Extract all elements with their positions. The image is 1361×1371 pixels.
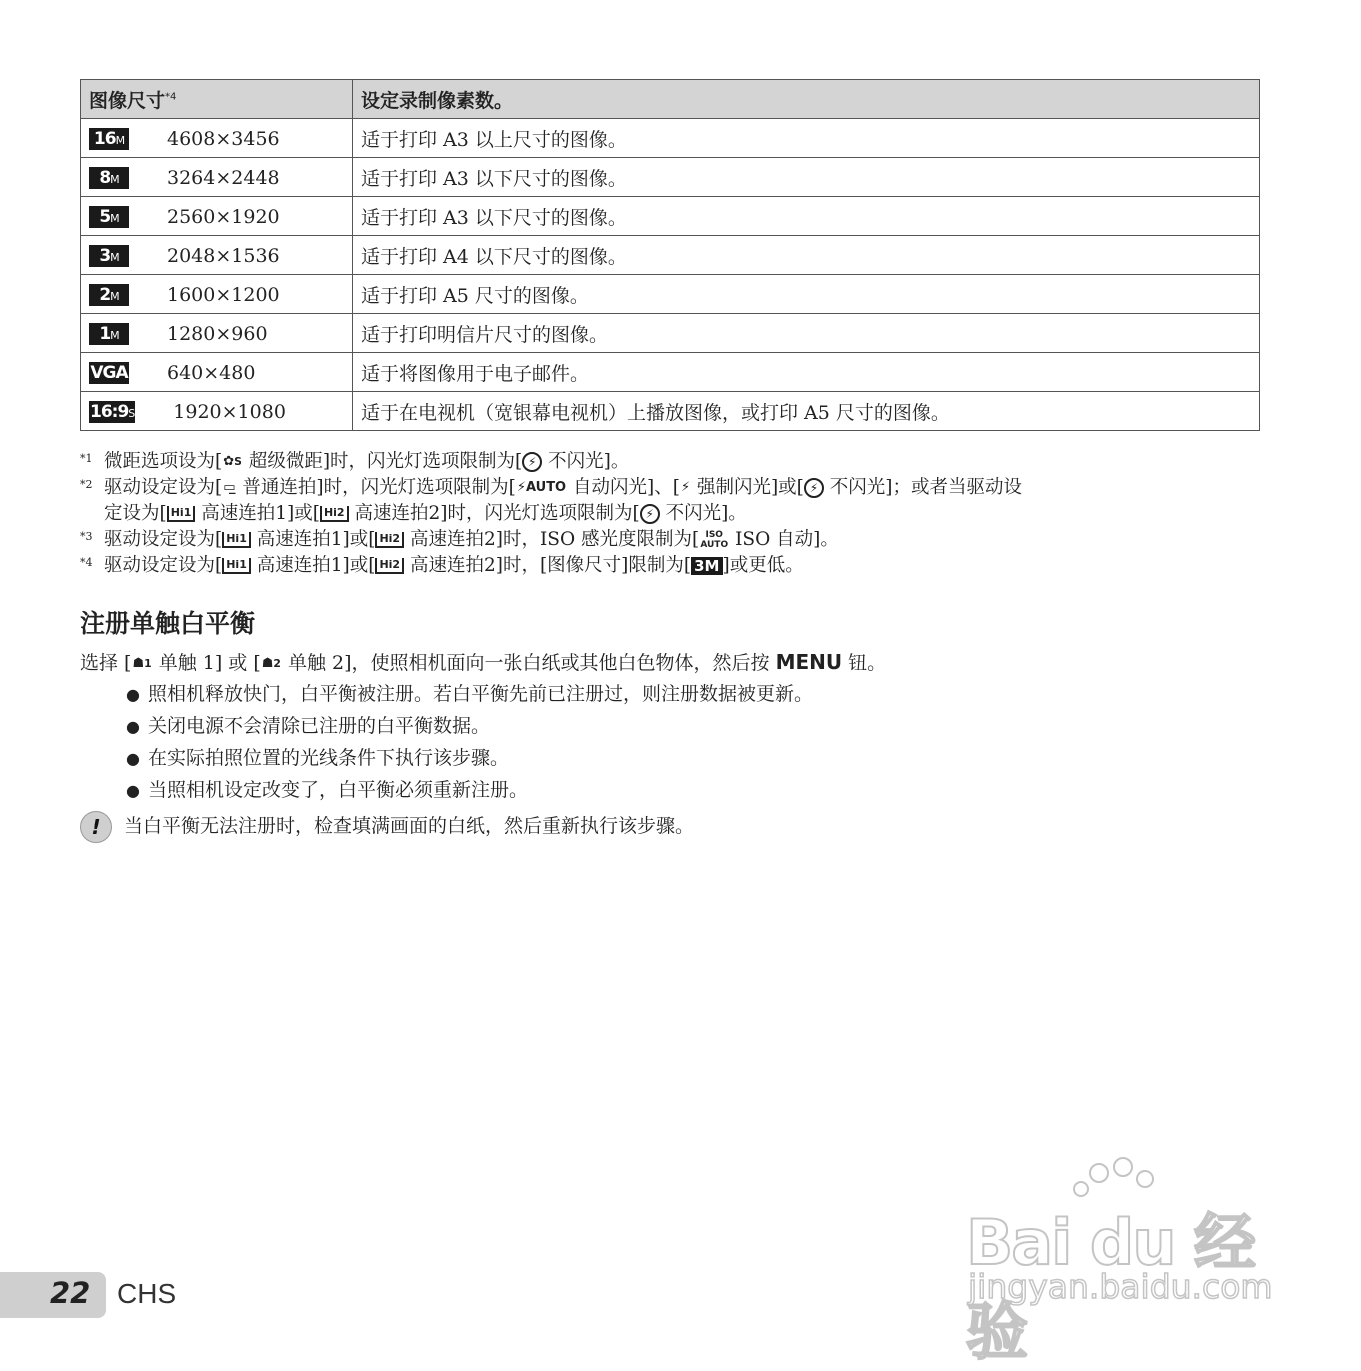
image-size-icon (89, 245, 129, 267)
flash-off-icon: ⚡ (522, 452, 542, 472)
one-touch-wb-icon: ☗2 (261, 656, 281, 671)
size-cell (81, 353, 353, 392)
table-row (81, 275, 1260, 314)
footnote-text: 高速连拍1]或[ (250, 555, 376, 576)
image-size-icon-main: 3 (99, 245, 111, 266)
caution-text: 当白平衡无法注册时，检查填满画面的白纸，然后重新执行该步骤。 (124, 815, 695, 837)
list-item (126, 776, 813, 808)
image-size-table (80, 79, 1260, 431)
intro-text: 选择 [ (80, 652, 132, 674)
image-size-icon (89, 401, 135, 423)
table-row (81, 119, 1260, 158)
caution-icon: ! (80, 811, 112, 843)
header-note-mark: *4 (165, 91, 177, 103)
image-size-icon (89, 206, 129, 228)
super-macro-icon: ✿S (223, 454, 242, 469)
high-speed-1-icon: Hi1 (222, 558, 251, 574)
size-cell (81, 236, 353, 275)
table-row (81, 236, 1260, 275)
super-macro-icon-label: S (234, 455, 242, 468)
table-row (81, 353, 1260, 392)
footnote-text: 超级微距]时，闪光灯选项限制为[ (242, 451, 523, 472)
footnote-text: 自动闪光]、[ (567, 477, 680, 498)
description-cell: 适于打印 A5 尺寸的图像。 (353, 275, 1260, 314)
list-item-text: 关闭电源不会清除已注册的白平衡数据。 (148, 715, 491, 737)
image-size-icon-main: 16:9 (90, 401, 129, 422)
high-speed-1-icon: Hi1 (167, 506, 196, 522)
high-speed-2-icon: Hi2 (375, 558, 404, 574)
table-row (81, 158, 1260, 197)
image-size-icon-main: VGA (90, 362, 128, 383)
bullet-dot-icon: ● (126, 717, 140, 736)
footnote-text: 驱动设定设为[ (104, 529, 223, 550)
footnotes (80, 449, 1280, 579)
footnote-text: 高速连拍2]时，[图像尺寸]限制为[ (404, 555, 692, 576)
bullet-dot-icon: ● (126, 781, 140, 800)
section-intro (80, 648, 1280, 677)
description-cell: 适于在电视机（宽银幕电视机）上播放图像，或打印 A5 尺寸的图像。 (353, 392, 1260, 431)
footnote-text: 强制闪光]或[ (691, 477, 804, 498)
footnote-1 (80, 449, 1280, 475)
resolution: 1920×1080 (173, 400, 286, 423)
table-header-row (81, 80, 1260, 119)
description-cell: 适于打印 A3 以下尺寸的图像。 (353, 197, 1260, 236)
intro-text: 单触 2]，使照相机面向一张白纸或其他白色物体，然后按 (281, 652, 776, 674)
size-cell (81, 275, 353, 314)
bullet-dot-icon: ● (126, 685, 140, 704)
image-size-icon (89, 167, 129, 189)
flash-fill-icon: ⚡ (680, 480, 691, 495)
high-speed-2-icon: Hi2 (320, 506, 349, 522)
image-size-icon-main: 5 (99, 206, 111, 227)
watermark-url: jingyan.baidu.com (968, 1267, 1273, 1306)
iso-auto-icon: ISO AUTO (700, 530, 729, 550)
one-touch-wb-icon-number: 2 (273, 657, 281, 670)
footnote-mark: *4 (80, 556, 93, 569)
image-size-icon-suffix: S (128, 406, 135, 420)
language-label: CHS (117, 1278, 177, 1309)
header-image-size (81, 80, 353, 119)
flash-off-icon: ⚡ (640, 504, 660, 524)
footnote-text: 高速连拍1]或[ (250, 529, 376, 550)
intro-text: 单触 1] 或 [ (152, 652, 261, 674)
footnote-text: 驱动设定设为[ (104, 477, 223, 498)
resolution: 4608×3456 (167, 127, 280, 150)
size-cell (81, 197, 353, 236)
image-size-icon (89, 323, 129, 345)
table-row (81, 392, 1260, 431)
footnote-text: 高速连拍1]或[ (195, 503, 320, 524)
size-cell (81, 314, 353, 353)
one-touch-wb-icon-number: 1 (144, 657, 152, 670)
bullet-dot-icon: ● (126, 749, 140, 768)
header-image-size-label: 图像尺寸 (89, 89, 166, 112)
list-item (126, 744, 813, 776)
menu-button-label: MENU (775, 650, 843, 674)
footnote-text: 不闪光]。 (659, 503, 747, 524)
table-row (81, 197, 1260, 236)
footnote-text: 不闪光]；或者当驱动设 (823, 477, 1023, 498)
footnote-3 (80, 527, 1280, 553)
image-size-icon-main: 2 (99, 284, 111, 305)
image-size-icon-suffix: M (115, 133, 125, 147)
resolution: 2048×1536 (167, 244, 280, 267)
size-3m-icon: 3M (691, 557, 722, 575)
watermark-brand: Bai du 经验 (966, 1206, 1255, 1368)
footnote-text: 普通连拍]时，闪光灯选项限制为[ (236, 477, 516, 498)
section-title: 注册单触白平衡 (80, 609, 256, 638)
resolution: 3264×2448 (167, 166, 280, 189)
description-cell: 适于打印 A3 以上尺寸的图像。 (353, 119, 1260, 158)
table-row (81, 314, 1260, 353)
list-item (126, 712, 813, 744)
footnote-text: ]或更低。 (722, 555, 804, 576)
header-description: 设定录制像素数。 (353, 80, 1260, 119)
bullet-list (126, 680, 813, 808)
image-size-icon (89, 362, 129, 384)
description-cell: 适于打印 A3 以下尺寸的图像。 (353, 158, 1260, 197)
description-cell: 适于打印 A4 以下尺寸的图像。 (353, 236, 1260, 275)
resolution: 1280×960 (167, 322, 268, 345)
resolution: 1600×1200 (167, 283, 280, 306)
size-cell (81, 392, 353, 431)
image-size-icon-main: 16 (93, 128, 116, 149)
image-size-icon-suffix: M (110, 289, 119, 303)
resolution: 640×480 (167, 361, 256, 384)
image-size-icon-main: 1 (99, 323, 111, 344)
image-size-icon (89, 128, 129, 150)
flash-auto-icon: ⚡AUTO (516, 480, 567, 495)
footnote-mark: *3 (80, 530, 93, 543)
footnote-2 (80, 475, 1280, 527)
sequential-shooting-icon: ▭̲ (223, 480, 236, 495)
one-touch-wb-icon: ☗1 (132, 656, 152, 671)
image-size-icon-suffix: M (110, 172, 119, 186)
footnote-text: 高速连拍2]时，ISO 感光度限制为[ (404, 529, 700, 550)
resolution: 2560×1920 (167, 205, 280, 228)
size-cell (81, 119, 353, 158)
image-size-icon-main: 8 (99, 167, 111, 188)
image-size-icon (89, 284, 129, 306)
description-cell: 适于打印明信片尺寸的图像。 (353, 314, 1260, 353)
high-speed-2-icon: Hi2 (375, 532, 404, 548)
image-size-icon-suffix: M (110, 211, 119, 225)
size-cell (81, 158, 353, 197)
list-item-text: 在实际拍照位置的光线条件下执行该步骤。 (148, 747, 510, 769)
image-size-icon-suffix: M (110, 250, 119, 264)
footnote-text: 高速连拍2]时，闪光灯选项限制为[ (348, 503, 640, 524)
footnote-mark: *2 (80, 478, 93, 491)
page-number: 22 (50, 1276, 91, 1310)
description-cell: 适于将图像用于电子邮件。 (353, 353, 1260, 392)
list-item (126, 680, 813, 712)
high-speed-1-icon: Hi1 (222, 532, 251, 548)
intro-text: 钮。 (842, 652, 887, 674)
footnote-text: 驱动设定设为[ (104, 555, 223, 576)
baidu-watermark (966, 1155, 1286, 1368)
footnote-text: 微距选项设为[ (104, 451, 223, 472)
footnote-text: ISO 自动]。 (729, 529, 839, 550)
footnote-text: 定设为[ (104, 503, 167, 524)
footnote-mark: *1 (80, 452, 93, 465)
caution-note (80, 810, 694, 843)
footnote-text: 不闪光]。 (542, 451, 630, 472)
list-item-text: 当照相机设定改变了，白平衡必须重新注册。 (148, 779, 529, 801)
flash-off-icon: ⚡ (804, 478, 824, 498)
list-item-text: 照相机释放快门，白平衡被注册。若白平衡先前已注册过，则注册数据被更新。 (148, 683, 814, 705)
footnote-4 (80, 553, 1280, 579)
image-size-icon-suffix: M (110, 328, 119, 342)
